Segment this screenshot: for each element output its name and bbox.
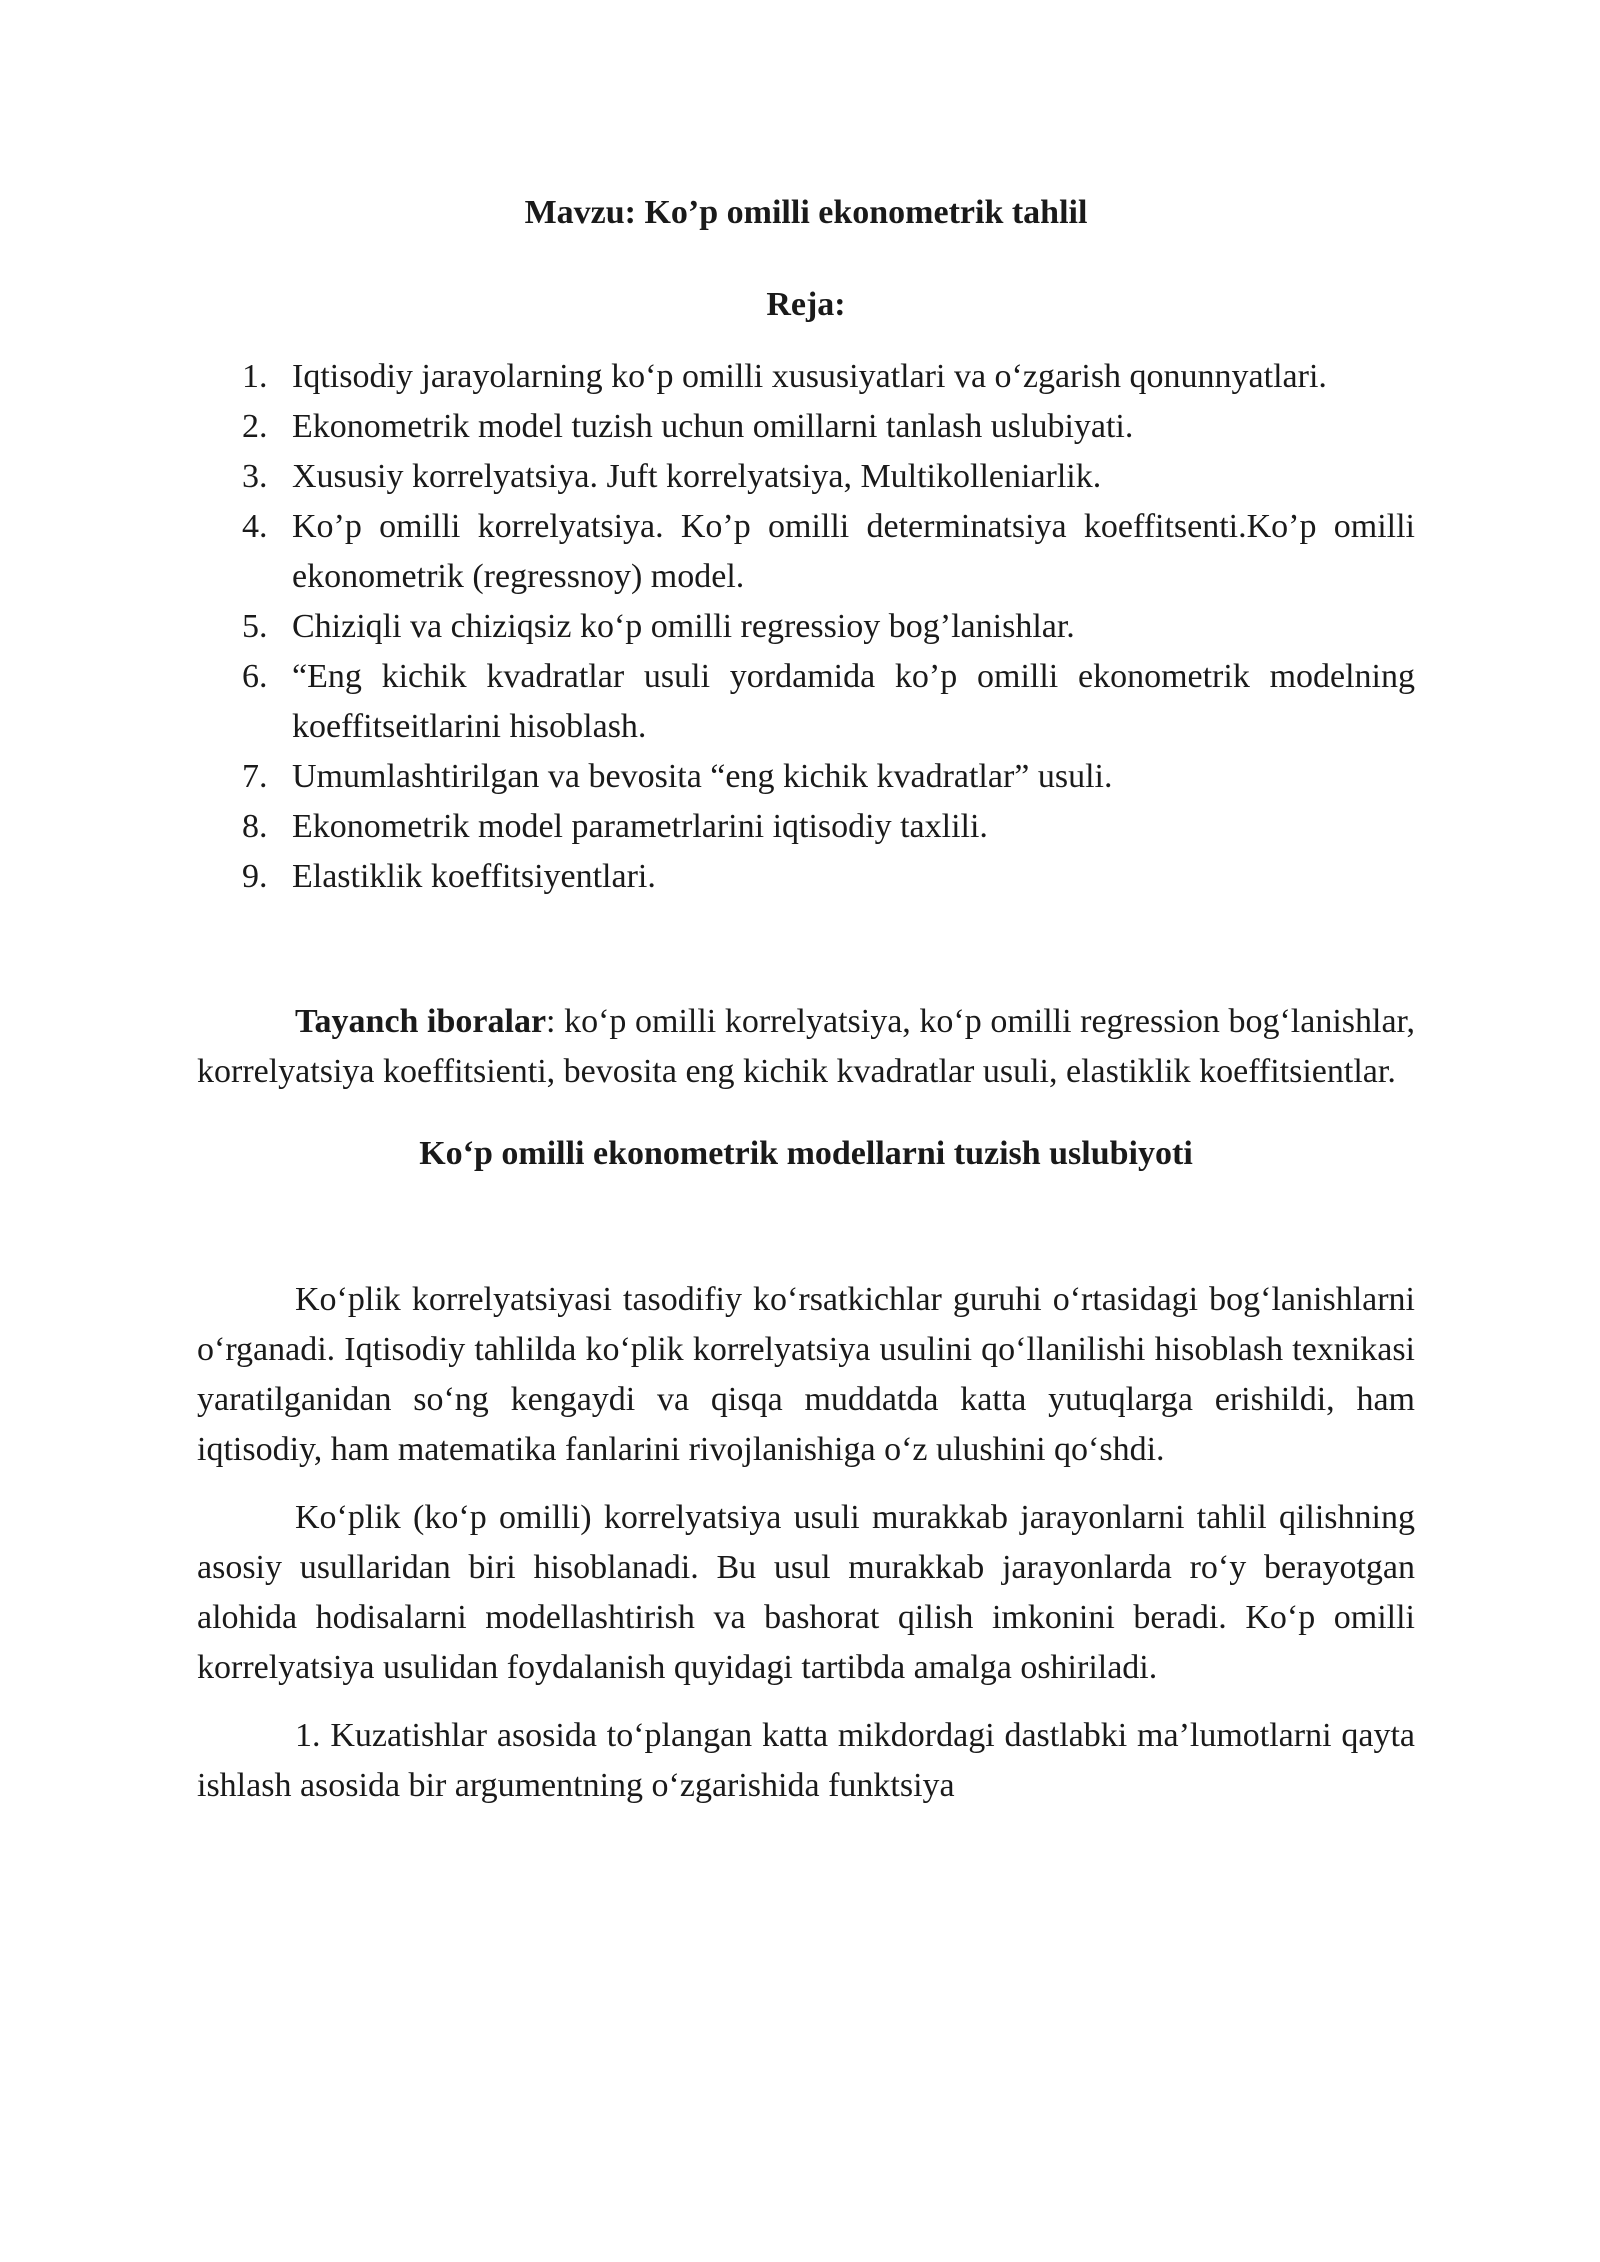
plan-item-text: Elastiklik koeffitsiyentlari. <box>292 858 656 895</box>
plan-item-text: Xususiy korrelyatsiya. Juft korrelyatsiya, Multikolleniarlik. <box>292 458 1102 495</box>
plan-item <box>242 352 1415 402</box>
plan-item-number: 1. <box>242 358 268 395</box>
page-content <box>197 188 1415 1811</box>
plan-item-text: “Eng kichik kvadratlar usuli yordamida ko’p omilli ekonometrik modelning koeffitseitlarini hisoblash. <box>292 658 1415 745</box>
plan-item-number: 3. <box>242 458 268 495</box>
plan-item-number: 5. <box>242 608 268 645</box>
plan-item-text: Ekonometrik model tuzish uchun omillarni tanlash uslubiyati. <box>292 408 1134 445</box>
plan-item-number: 8. <box>242 808 268 845</box>
plan-item-text: Ekonometrik model parametrlarini iqtisodiy taxlili. <box>292 808 988 845</box>
plan-list <box>197 352 1415 902</box>
plan-item <box>242 802 1415 852</box>
plan-item <box>242 852 1415 902</box>
plan-item-text: Ko’p omilli korrelyatsiya. Ko’p omilli determinatsiya koeffitsenti.Ko’p omilli ekonometrik (regressnoy) model. <box>292 508 1415 595</box>
body-paragraph: 1. Kuzatishlar asosida to‘plangan katta mikdordagi dastlabki ma’lumotlarni qayta ishlash asosida bir argumentning o‘zgarishida funktsiya <box>197 1717 1415 1804</box>
plan-item-text: Umumlashtirilgan va bevosita “eng kichik kvadratlar” usuli. <box>292 758 1113 795</box>
plan-heading: Reja: <box>766 286 846 323</box>
plan-item <box>242 452 1415 502</box>
plan-item <box>242 652 1415 752</box>
plan-item <box>242 402 1415 452</box>
plan-item-number: 9. <box>242 858 268 895</box>
keywords-paragraph <box>197 997 1415 1097</box>
keywords-label: Tayanch iboralar <box>295 1003 547 1040</box>
plan-item <box>242 752 1415 802</box>
plan-item-text: Iqtisodiy jarayolarning ko‘p omilli xususiyatlari va o‘zgarish qonunnyatlari. <box>292 358 1327 395</box>
body-paragraph: Ko‘plik korrelyatsiyasi tasodifiy ko‘rsatkichlar guruhi o‘rtasidagi bog‘lanishlarni o‘rganadi. Iqtisodiy tahlilda ko‘plik korrelyatsiya usulini qo‘llanilishi hisoblash texnikasi yaratilganidan so‘ng kengaydi va qisqa muddatda katta yutuqlarga erishildi, ham iqtisodiy, ham matematika fanlarini rivojlanishiga o‘z ulushini qo‘shdi. <box>197 1281 1415 1468</box>
section-title: Ko‘p omilli ekonometrik modellarni tuzish uslubiyoti <box>419 1135 1193 1172</box>
plan-item-text: Chiziqli va chiziqsiz ko‘p omilli regressioy bog’lanishlar. <box>292 608 1075 645</box>
plan-item <box>242 602 1415 652</box>
body-paragraph: Ko‘plik (ko‘p omilli) korrelyatsiya usuli murakkab jarayonlarni tahlil qilishning asosiy usullaridan biri hisoblanadi. Bu usul murakkab jarayonlarda ro‘y berayotgan alohida hodisalarni modellashtirish va bashorat qilish imkonini beradi. Ko‘p omilli korrelyatsiya usulidan foydalanish quyidagi tartibda amalga oshiriladi. <box>197 1499 1415 1686</box>
plan-item-number: 4. <box>242 508 268 545</box>
document-title: Mavzu: Ko’p omilli ekonometrik tahlil <box>524 194 1088 231</box>
plan-item-number: 2. <box>242 408 268 445</box>
plan-item <box>242 502 1415 602</box>
plan-item-number: 6. <box>242 658 268 695</box>
plan-item-number: 7. <box>242 758 268 795</box>
keywords-text: : ko‘p omilli korrelyatsiya, ko‘p omilli regression bog‘lanishlar, korrelyatsiya koeffitsienti, bevosita eng kichik kvadratlar usuli, elastiklik koeffitsientlar. <box>197 1003 1416 1090</box>
